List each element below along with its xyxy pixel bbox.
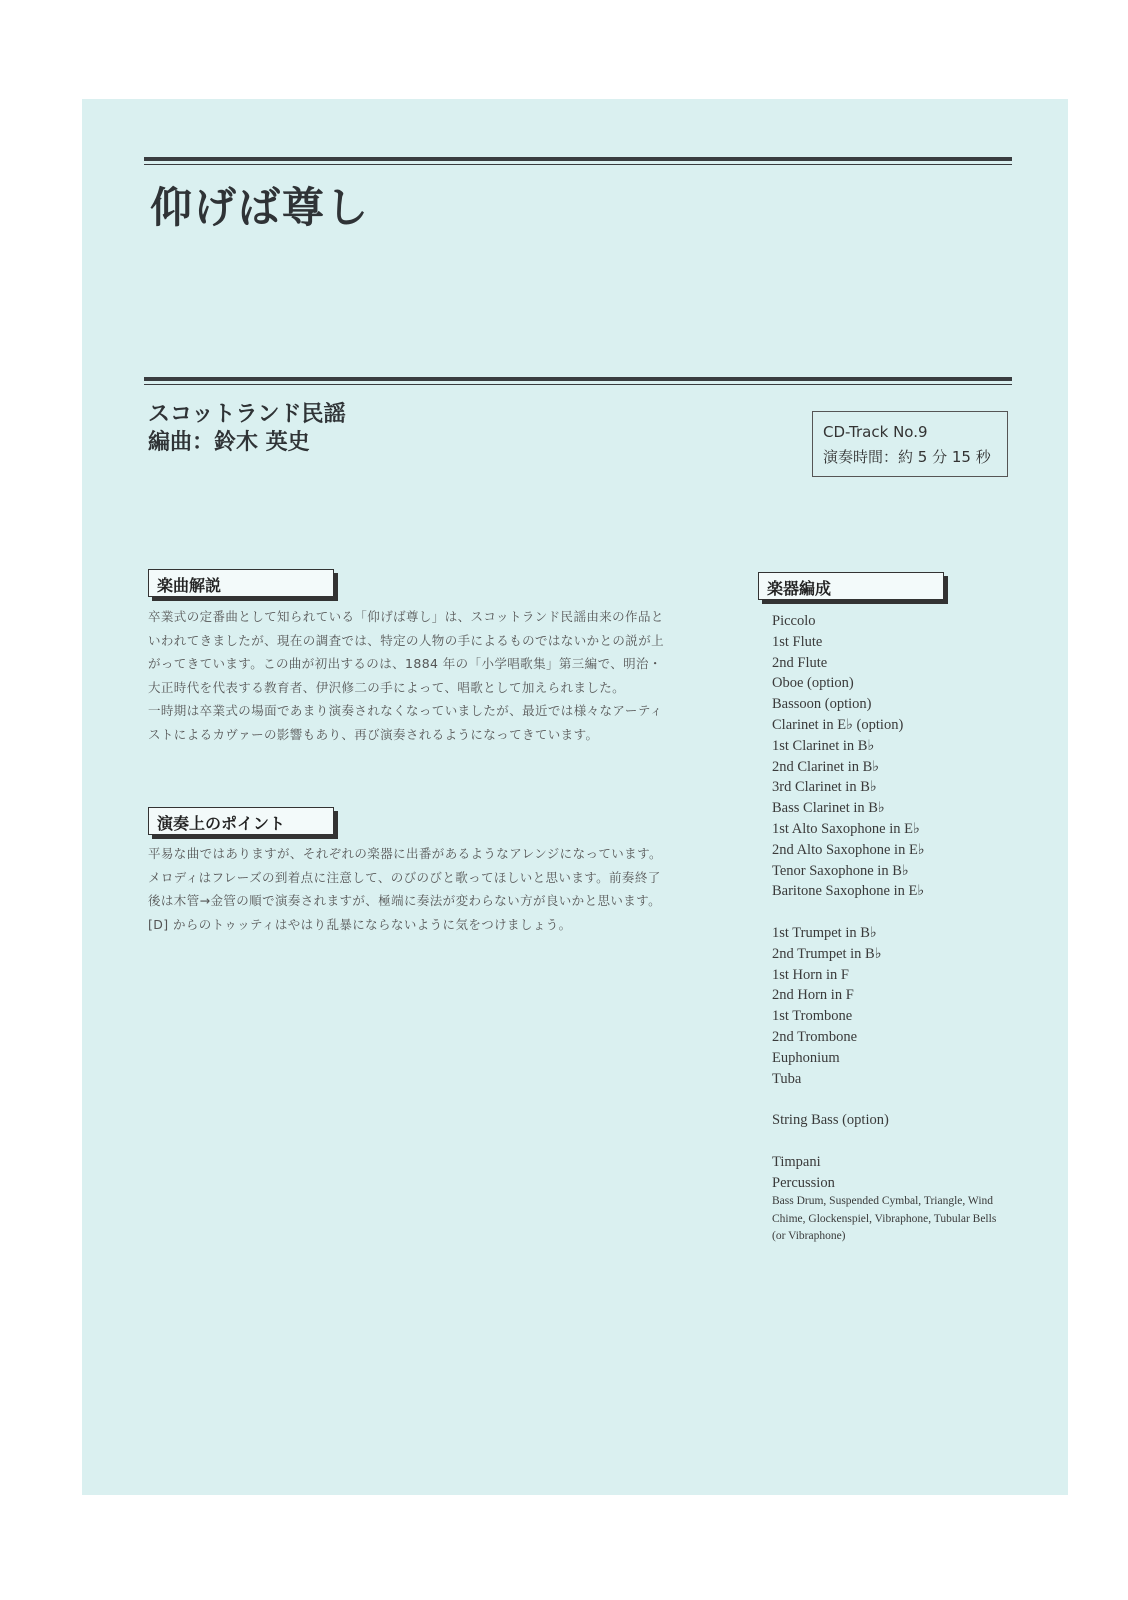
- instrument-item: Piccolo: [772, 613, 816, 629]
- track-duration: 演奏時間：約 5 分 15 秒: [823, 448, 991, 466]
- instrument-item: 2nd Horn in F: [772, 987, 854, 1004]
- instrument-item: Clarinet in E♭ (option): [772, 716, 904, 733]
- instrument-item: Euphonium: [772, 1049, 840, 1066]
- origin-label: スコットランド民謡: [148, 402, 346, 427]
- commentary-paragraph-2: 一時期は卒業式の場面であまり演奏されなくなっていましたが、最近では様々なアーティストによるカヴァーの影響もあり、再び演奏されるようになってきています。: [148, 703, 663, 742]
- credits: [148, 401, 346, 457]
- instrument-item: 2nd Clarinet in B♭: [772, 758, 880, 775]
- instrument-item: 1st Horn in F: [772, 966, 849, 983]
- instrument-item: Bass Clarinet in B♭: [772, 800, 885, 817]
- instrument-item: 1st Clarinet in B♭: [772, 737, 875, 754]
- instrument-list: [772, 611, 1032, 1246]
- instrumentation-heading: 楽器編成: [758, 572, 944, 600]
- instrument-item: Tuba: [772, 1070, 802, 1087]
- score-page: [82, 99, 1068, 1495]
- points-heading: 演奏上のポイント: [148, 807, 334, 835]
- percussion-note: Bass Drum, Suspended Cymbal, Triangle, Wind Chime, Glockenspiel, Vibraphone, Tubular Bells (or Vibraphone): [772, 1195, 997, 1243]
- instrument-item: 2nd Flute: [772, 654, 828, 671]
- points-text: [148, 842, 668, 936]
- track-number: CD-Track No.9: [823, 423, 928, 441]
- instrument-item: 3rd Clarinet in B♭: [772, 779, 877, 796]
- instrument-item: Baritone Saxophone in E♭: [772, 883, 925, 900]
- track-info-box: [812, 411, 1008, 477]
- instrument-item: 1st Trombone: [772, 1008, 853, 1025]
- instrument-item: String Bass (option): [772, 1112, 889, 1129]
- page-title: 仰げば尊し: [150, 183, 371, 232]
- instrument-item: Percussion: [772, 1174, 835, 1191]
- instrument-item: Oboe (option): [772, 675, 854, 692]
- instrument-item: 2nd Trombone: [772, 1028, 858, 1045]
- group-spacer: [772, 902, 1032, 923]
- instrument-item: 2nd Trumpet in B♭: [772, 945, 882, 962]
- title-top-rule: [144, 157, 1012, 165]
- instrument-item: Timpani: [772, 1153, 821, 1170]
- arranger-label: 編曲：鈴木 英史: [148, 430, 310, 455]
- instrument-item: Bassoon (option): [772, 696, 872, 713]
- points-paragraph: 平易な曲ではありますが、それぞれの楽器に出番があるようなアレンジになっています。メロディはフレーズの到着点に注意して、のびのびと歌ってほしいと思います。前奏終了後は木管→金管の順で演奏されますが、極端に奏法が変わらない方が良いかと思います。[D] からのトゥッティはやはり乱暴にならないように気をつけましょう。: [148, 846, 662, 932]
- instrument-item: 1st Trumpet in B♭: [772, 924, 877, 941]
- instrument-item: 1st Alto Saxophone in E♭: [772, 820, 920, 837]
- title-bottom-rule: [144, 377, 1012, 385]
- instrument-item: 1st Flute: [772, 633, 823, 650]
- commentary-text: [148, 605, 668, 746]
- instrument-item: Tenor Saxophone in B♭: [772, 862, 909, 879]
- group-spacer: [772, 1089, 1032, 1110]
- commentary-paragraph-1: 卒業式の定番曲として知られている「仰げば尊し」は、スコットランド民謡由来の作品といわれてきましたが、現在の調査では、特定の人物の手によるものではないかとの説が上がってきています。この曲が初出するのは、1884 年の「小学唱歌集」第三編で、明治・大正時代を代表する教育者、伊沢修二の手によって、唱歌として加えられました。: [148, 609, 665, 695]
- commentary-heading: 楽曲解説: [148, 569, 334, 597]
- group-spacer: [772, 1131, 1032, 1152]
- instrument-item: 2nd Alto Saxophone in E♭: [772, 841, 925, 858]
